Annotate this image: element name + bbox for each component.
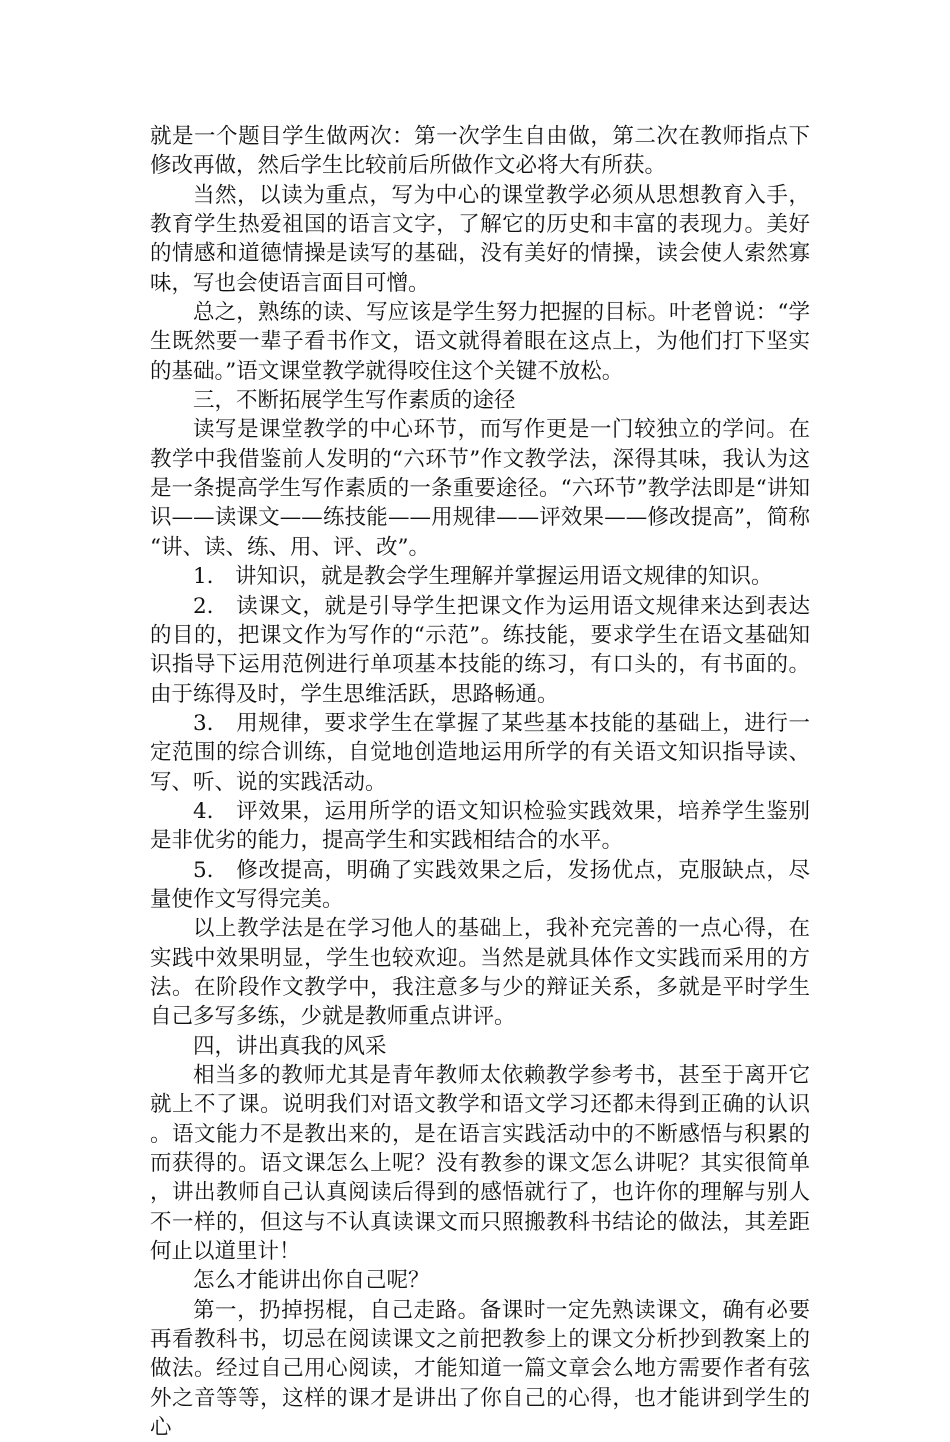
paragraph-7: 怎么才能讲出你自己呢？	[193, 1268, 430, 1294]
section-heading-4: 四，讲出真我的风采	[193, 1033, 387, 1059]
paragraph-4: 读写是课堂教学的中心环节，而写作更是一门较独立的学问。在教学中我借鉴前人发明的“六环节”作文教学法，深得其味，我认为这是一条提高学生写作素质的一条重要途径。“六环节”教学法即是“讲知识——读课文——练技能——用规律——评效果——修改提高”，简称“讲、读、练、用、评、改”。	[150, 417, 810, 560]
paragraph-5: 以上教学法是在学习他人的基础上，我补充完善的一点心得，在实践中效果明显，学生也较欢迎。当然是就具体作文实践而采用的方法。在阶段作文教学中，我注意多与少的辩证关系，多就是平时学生自己多写多练，少就是教师重点讲评。	[150, 916, 810, 1030]
document-page	[150, 122, 810, 1442]
paragraph-6: 相当多的教师尤其是青年教师太依赖教学参考书，甚至于离开它就上不了课。说明我们对语文教学和语文学习还都未得到正确的认识。语文能力不是教出来的，是在语言实践活动中的不断感悟与积累的而获得的。语文课怎么上呢？没有教参的课文怎么讲呢？其实很简单，讲出教师自己认真阅读后得到的感悟就行了，也许你的理解与别人不一样的，但这与不认真读课文而只照搬教科书结论的做法，其差距何止以道里计！	[150, 1063, 810, 1265]
paragraph-8: 第一，扔掉拐棍，自己走路。备课时一定先熟读课文，确有必要再看教科书，切忌在阅读课文之前把教参上的课文分析抄到教案上的做法。经过自己用心阅读，才能知道一篇文章会么地方需要作者有弦外之音等等，这样的课才是讲出了你自己的心得，也才能讲到学生的心	[150, 1297, 810, 1441]
list-item-1: 1. 讲知识，就是教会学生理解并掌握运用语文规律的知识。	[193, 564, 773, 590]
paragraph-1: 就是一个题目学生做两次：第一次学生自由做，第二次在教师指点下修改再做，然后学生比较前后所做作文必将大有所获。	[150, 124, 810, 179]
list-item-3: 3. 用规律，要求学生在掌握了某些基本技能的基础上，进行一定范围的综合训练，自觉地创造地运用所学的有关语文知识指导读、写、听、说的实践活动。	[150, 710, 810, 795]
paragraph-3: 总之，熟练的读、写应该是学生努力把握的目标。叶老曾说：“学生既然要一辈子看书作文，语文就得着眼在这点上，为他们打下坚实的基础。”语文课堂教学就得咬住这个关键不放松。	[150, 300, 810, 384]
list-item-5: 5. 修改提高，明确了实践效果之后，发扬优点，克服缺点，尽量使作文写得完美。	[150, 857, 810, 912]
list-item-4: 4. 评效果，运用所学的语文知识检验实践效果，培养学生鉴别是非优劣的能力，提高学生和实践相结合的水平。	[150, 798, 810, 854]
list-item-2: 2. 读课文，就是引导学生把课文作为运用语文规律来达到表达的目的，把课文作为写作的“示范”。练技能，要求学生在语文基础知识指导下运用范例进行单项基本技能的练习，有口头的，有书面的。由于练得及时，学生思维活跃，思路畅通。	[150, 593, 810, 707]
paragraph-2: 当然，以读为重点，写为中心的课堂教学必须从思想教育入手，教育学生热爱祖国的语言文字，了解它的历史和丰富的表现力。美好的情感和道德情操是读写的基础，没有美好的情操，读会使人索然寡味，写也会使语言面目可憎。	[150, 182, 810, 296]
section-heading-3: 三，不断拓展学生写作素质的途径	[193, 388, 516, 414]
